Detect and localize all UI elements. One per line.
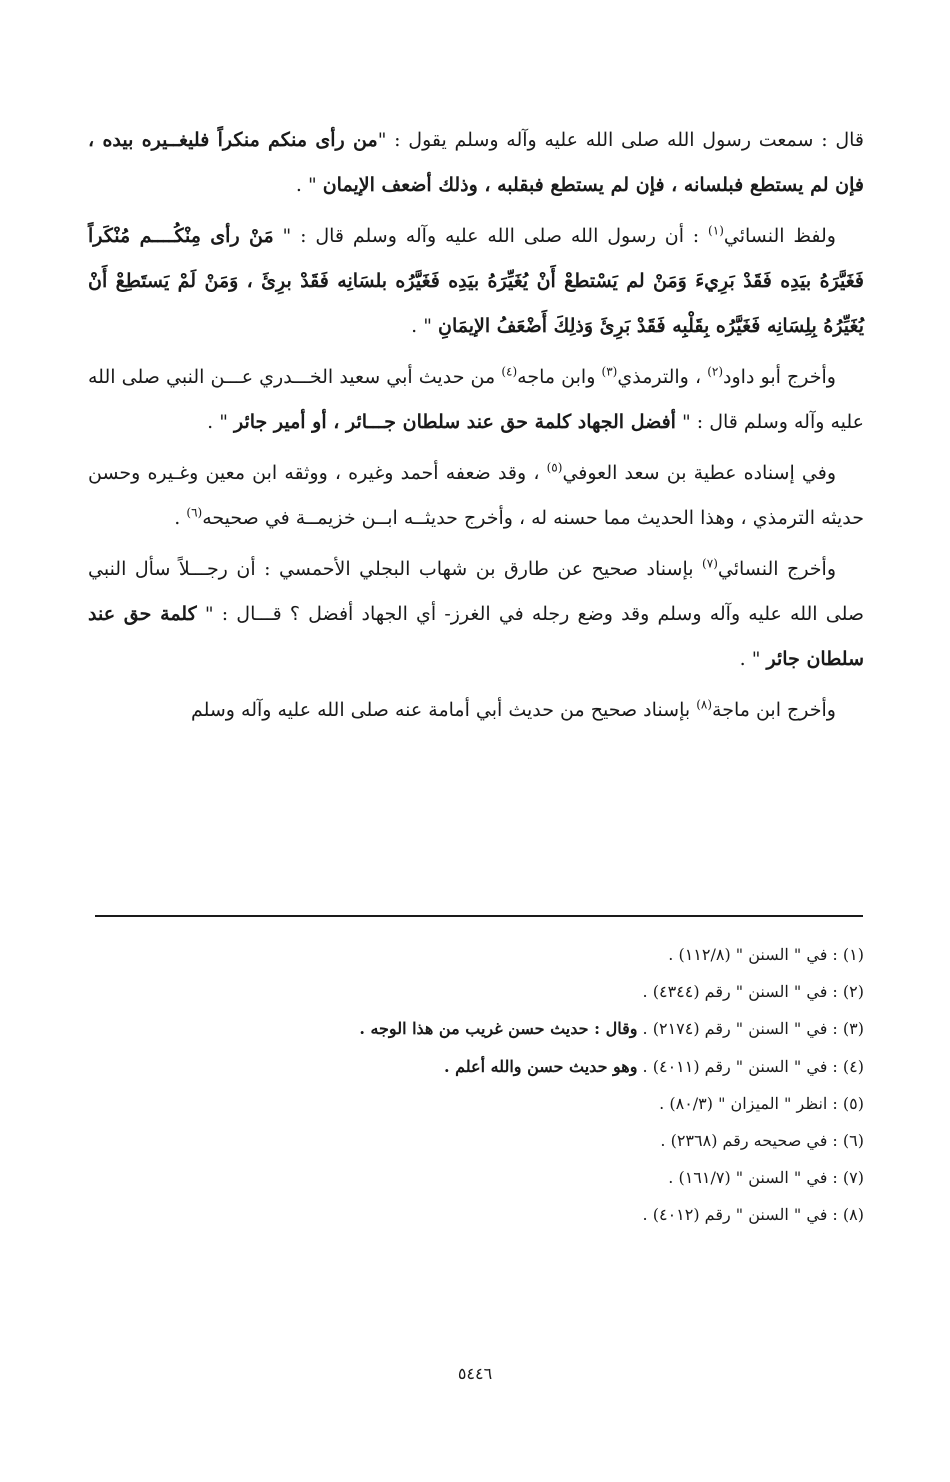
paragraph-text: بإسناد صحيح من حديث أبي أمامة عنه صلى الله عليه وآله وسلم bbox=[190, 699, 697, 721]
footnote-note: وهو حديث حسن والله أعلم . bbox=[443, 1056, 638, 1076]
paragraph-text: . bbox=[174, 507, 187, 529]
paragraph-text: قال : سمعت رسول الله صلى الله عليه وآله وسلم يقول : " bbox=[377, 129, 864, 151]
paragraph-text: وأخرج النسائي bbox=[717, 558, 836, 580]
paragraph-text: " . bbox=[739, 648, 767, 670]
paragraph-text: وفي إسناده عطية بن سعد العوفي bbox=[562, 462, 836, 484]
paragraph-text: ، والترمذي bbox=[617, 366, 708, 388]
paragraph-text: ، وقد ضعفه أحمد وغيره ، ووثقه ابن معين وغـيره وحسن حديثه الترمذي ، وهذا الحديث مما حسنه له ، وأخرج حديثــه ابــن خزيمــة في صحيحه bbox=[88, 462, 864, 529]
paragraph-text: بإسناد صحيح عن طارق بن شهاب البجلي الأحمسي : أن رجـــلاً سأل النبي صلى الله عليه وآله وسلم وقد وضع رجله في الغرز- أي الجهاد أفضل ؟ قـــال : " bbox=[88, 558, 864, 625]
footnote-note: وقال : حديث حسن غريب من هذا الوجه . bbox=[359, 1019, 638, 1039]
paragraph-4 bbox=[88, 451, 864, 541]
footnote-7 bbox=[88, 1159, 864, 1196]
paragraph-5 bbox=[88, 547, 864, 682]
hadith-quote: من رأى منكم منكراً فليغــيره بيده ، فإن لم يستطع فبلسانه ، فإن لم يستطع فبقلبه ، وذلك أضعف الإيمان bbox=[88, 129, 864, 196]
paragraph-text: " . bbox=[295, 174, 323, 196]
paragraph-6 bbox=[88, 688, 864, 733]
footnote-ref-6[interactable]: (٦) bbox=[186, 505, 203, 520]
footnote-text: (١) : في " السنن " (١١٢/٨) . bbox=[668, 945, 864, 964]
paragraph-text: وأخرج أبو داود bbox=[723, 366, 836, 388]
footnote-ref-3[interactable]: (٣) bbox=[601, 364, 618, 379]
footnote-text: (٣) : في " السنن " رقم (٢١٧٤) . bbox=[637, 1019, 864, 1039]
paragraph-text: وابن ماجه bbox=[517, 366, 602, 388]
footnote-6 bbox=[88, 1122, 864, 1159]
footnote-text: (٢) : في " السنن " رقم (٤٣٤٤) . bbox=[642, 982, 864, 1002]
footnote-8 bbox=[88, 1196, 864, 1233]
paragraph-1 bbox=[88, 118, 864, 208]
footnote-text: (٦) : في صحيحه رقم (٢٣٦٨) . bbox=[660, 1131, 864, 1151]
footnote-3 bbox=[88, 1010, 864, 1047]
hadith-quote: أفضل الجهاد كلمة حق عند سلطان جـــائر ، أو أمير جائر bbox=[233, 411, 676, 433]
paragraph-2 bbox=[88, 214, 864, 349]
footnote-ref-1[interactable]: (١) bbox=[708, 223, 724, 238]
hadith-quote: كلمة حق عند سلطان جائر bbox=[88, 603, 864, 670]
footnote-text: (٥) : انظر " الميزان " (٨٠/٣) . bbox=[659, 1093, 864, 1113]
footnote-divider bbox=[95, 915, 863, 917]
footnote-text: (٧) : في " السنن " (١٦١/٧) . bbox=[668, 1168, 864, 1188]
footnote-ref-5[interactable]: (٥) bbox=[546, 460, 563, 475]
footnote-ref-8[interactable]: (٨) bbox=[696, 697, 713, 712]
paragraph-text: " . bbox=[411, 315, 438, 337]
footnote-ref-2[interactable]: (٢) bbox=[707, 364, 724, 379]
paragraph-text: من حديث أبي سعيد الخـــدري عـــن النبي صلى الله عليه وآله وسلم قال : " bbox=[88, 366, 864, 433]
footnote-text: (٤) : في " السنن " رقم (٤٠١١) . bbox=[637, 1056, 864, 1076]
footnote-ref-7[interactable]: (٧) bbox=[702, 556, 718, 571]
main-text bbox=[88, 118, 864, 739]
paragraph-3 bbox=[88, 355, 864, 445]
paragraph-text: : أن رسول الله صلى الله عليه وآله وسلم قال : " bbox=[273, 225, 709, 247]
footnote-5 bbox=[88, 1085, 864, 1122]
footnote-1 bbox=[88, 936, 864, 973]
footnote-ref-4[interactable]: (٤) bbox=[501, 364, 518, 379]
paragraph-text: ولفظ النسائي bbox=[723, 225, 836, 247]
page-number: ٥٤٤٦ bbox=[457, 1364, 493, 1383]
footnote-2 bbox=[88, 973, 864, 1010]
footnotes-list bbox=[88, 936, 864, 1234]
footnote-4 bbox=[88, 1048, 864, 1085]
footnote-text: (٨) : في " السنن " رقم (٤٠١٢) . bbox=[642, 1205, 864, 1225]
paragraph-text: وأخرج ابن ماجة bbox=[712, 699, 836, 721]
paragraph-text: " . bbox=[207, 411, 234, 433]
hadith-quote: مَنْ رأى مِنْكُــــم مُنْكَراً فَغَيَّرَهُ بيَدِه فَقَدْ بَرِيءَ وَمَنْ لم يَسْتطعْ أَنْ يُغَيِّرَهُ بيَدِه فَغَيَّرُه بلسَانِه فَقَدْ برِئَ ، وَمَنْ لَمْ يَستَطِعْ أَنْ يُغَيِّرُهُ بِلِسَانِه فَغَيَّرُه بِقَلْبِه فَقَدْ بَرِئَ وَذلِكَ أَضْعَفُ الإيمَانِ bbox=[88, 225, 864, 337]
